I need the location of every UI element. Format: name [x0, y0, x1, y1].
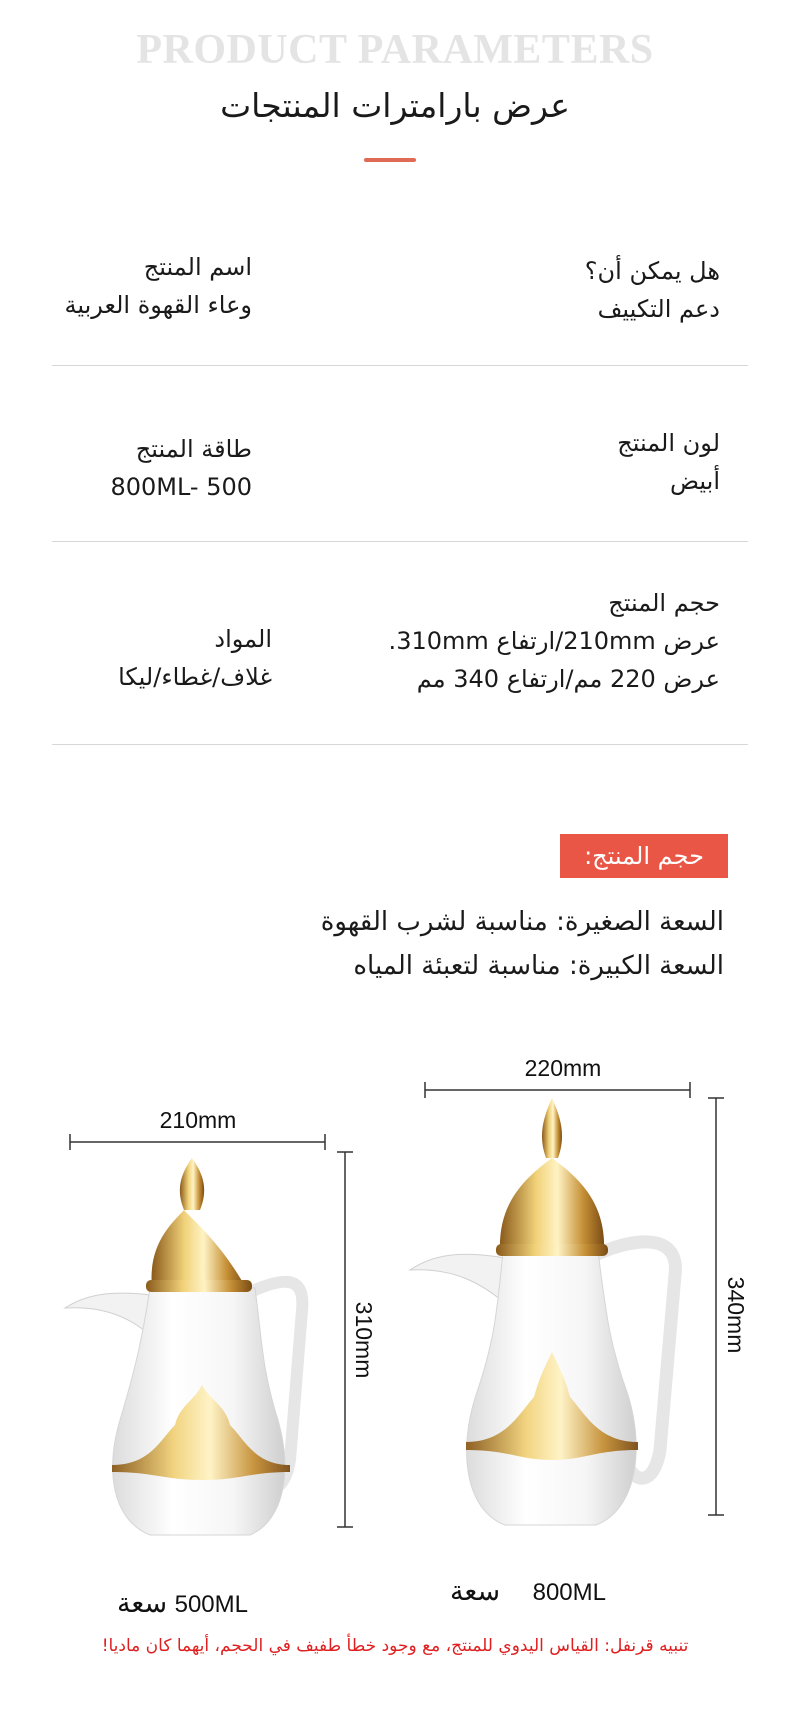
large-capacity-word: سعة	[449, 1576, 501, 1606]
dallah-illustration	[0, 1040, 790, 1620]
title-accent-line	[364, 158, 416, 162]
large-capacity-label: 800ML	[532, 1579, 606, 1606]
small-dallah	[65, 1107, 377, 1618]
param-size	[320, 584, 720, 698]
param-value: عرض 210mm/ارتفاع 310mm.	[388, 627, 720, 655]
large-height-label: 340mm	[723, 1276, 749, 1354]
param-label: طاقة المنتج	[135, 435, 252, 463]
english-title: PRODUCT PARAMETERS	[136, 27, 654, 73]
param-value: غلاف/غطاء/ليكا	[118, 663, 272, 691]
param-product-name	[52, 248, 252, 324]
param-label: لون المنتج	[617, 429, 720, 457]
param-value: 800ML- 500	[110, 473, 252, 501]
divider	[52, 365, 748, 366]
param-label: هل يمكن أن؟	[584, 257, 720, 285]
param-value: أبيض	[670, 467, 720, 495]
small-capacity-label: 500ML	[174, 1591, 248, 1618]
param-adaptation	[390, 252, 720, 328]
small-height-label: 310mm	[351, 1301, 377, 1379]
large-width-label: 220mm	[524, 1055, 602, 1081]
param-material	[52, 620, 272, 696]
arabic-title: عرض بارامترات المنتجات	[220, 86, 570, 125]
measurement-note: تنبيه قرنفل: القياس اليدوي للمنتج، مع وجود خطأ طفيف في الحجم، أيهما كان ماديا!	[101, 1636, 689, 1656]
large-dallah	[410, 1055, 749, 1606]
param-value: وعاء القهوة العربية	[64, 291, 252, 319]
param-color	[390, 424, 720, 500]
param-value: عرض 220 مم/ارتفاع 340 مم	[416, 665, 720, 693]
small-capacity-usage: السعة الصغيرة: مناسبة لشرب القهوة	[320, 907, 724, 937]
param-label: المواد	[214, 625, 272, 653]
divider	[52, 744, 748, 745]
param-label: اسم المنتج	[143, 253, 252, 281]
divider	[52, 541, 748, 542]
param-capacity	[52, 430, 252, 506]
param-label: حجم المنتج	[608, 589, 720, 617]
small-width-label: 210mm	[159, 1107, 237, 1133]
param-value: دعم التكييف	[597, 295, 720, 323]
small-capacity-word: سعة	[116, 1588, 168, 1618]
large-capacity-usage: السعة الكبيرة: مناسبة لتعبئة المياه	[353, 951, 724, 981]
size-section-tag: حجم المنتج:	[560, 834, 728, 878]
